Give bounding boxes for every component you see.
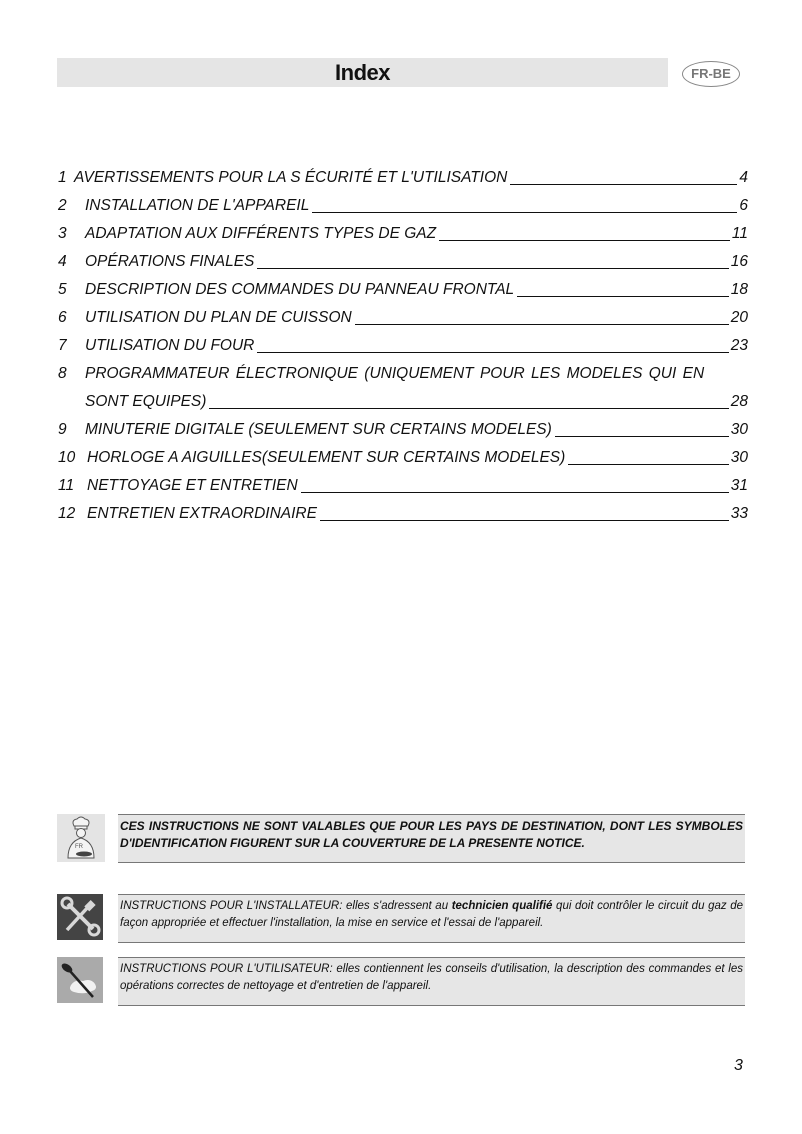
- toc-entry[interactable]: [58, 356, 748, 384]
- toc-title: ENTRETIEN EXTRAORDINAIRE: [87, 505, 317, 522]
- toc-entry[interactable]: [58, 496, 748, 524]
- note-installer: [57, 894, 745, 942]
- toc-title: PROGRAMMATEUR ÉLECTRONIQUE (UNIQUEMENT POUR LES MODELES QUI EN: [85, 365, 705, 382]
- toc-number: 3: [58, 225, 67, 242]
- toc-title: ADAPTATION AUX DIFFÉRENTS TYPES DE GAZ: [85, 225, 437, 242]
- toc-title: MINUTERIE DIGITALE (SEULEMENT SUR CERTAINS MODELES): [85, 421, 552, 438]
- toc-entry[interactable]: [58, 468, 748, 496]
- toc-entry[interactable]: [58, 412, 748, 440]
- note-user: [57, 957, 745, 1005]
- toc-number: 11: [58, 477, 75, 494]
- toc-entry[interactable]: [58, 244, 748, 272]
- toc-leader-line: [301, 491, 729, 493]
- note-text-part: INSTRUCTIONS POUR L'INSTALLATEUR: elles s'adressent au: [120, 900, 452, 912]
- svg-text:FR: FR: [75, 844, 83, 850]
- toc-entry[interactable]: [58, 272, 748, 300]
- toc-entry[interactable]: [58, 216, 748, 244]
- toc-number: 8: [58, 365, 67, 382]
- toc-page: 28: [730, 393, 748, 410]
- header-bar: [57, 58, 668, 87]
- toc-leader-line: [555, 435, 729, 437]
- toc-number: 9: [58, 421, 67, 438]
- toc-entry-continuation[interactable]: [58, 384, 748, 412]
- spoon-icon: [57, 957, 103, 1003]
- toc-leader-line: [355, 323, 729, 325]
- toc-page: 11: [731, 225, 748, 242]
- toc-entry[interactable]: [58, 160, 748, 188]
- toc-leader-line: [209, 407, 728, 409]
- toc-number: 2: [58, 197, 67, 214]
- toc-leader-line: [439, 239, 730, 241]
- language-badge: FR-BE: [682, 61, 740, 87]
- toc-title: AVERTISSEMENTS POUR LA S ÉCURITÉ ET L'UTILISATION: [74, 169, 508, 186]
- toc-leader-line: [517, 295, 729, 297]
- toc-page: 33: [730, 505, 748, 522]
- toc-number: 1: [58, 169, 67, 186]
- toc-title: DESCRIPTION DES COMMANDES DU PANNEAU FRONTAL: [85, 281, 515, 298]
- toc-page: 30: [730, 421, 748, 438]
- toc-entry[interactable]: [58, 188, 748, 216]
- note-text: INSTRUCTIONS POUR L'UTILISATEUR: elles contiennent les conseils d'utilisation, la description des commandes et les opérations correctes de nettoyage et d'entretien de l'appareil.: [118, 957, 745, 1006]
- toc-title-continuation: SONT EQUIPES): [85, 393, 207, 410]
- toc-title: UTILISATION DU PLAN DE CUISSON: [85, 309, 352, 326]
- chef-icon: [57, 814, 105, 862]
- toc-title: INSTALLATION DE L'APPAREIL: [85, 197, 310, 214]
- toc-entry[interactable]: [58, 440, 748, 468]
- toc-page: 18: [730, 281, 748, 298]
- toc-title: OPÉRATIONS FINALES: [85, 253, 255, 270]
- toc-number: 5: [58, 281, 67, 298]
- toc-entry[interactable]: [58, 328, 748, 356]
- toc-page: 23: [730, 337, 748, 354]
- toc-leader-line: [312, 211, 737, 213]
- toc-leader-line: [257, 351, 728, 353]
- toc-number: 7: [58, 337, 67, 354]
- tools-icon: [57, 894, 103, 940]
- toc-page: 31: [730, 477, 748, 494]
- page-title: Index: [335, 60, 390, 85]
- toc-leader-line: [510, 183, 737, 185]
- toc-entry[interactable]: [58, 300, 748, 328]
- toc-number: 12: [58, 505, 76, 522]
- toc-leader-line: [257, 267, 728, 269]
- note-text-part: qui doit contrôler le circuit du gaz de façon appropriée et effectuer l'installation, la mise en service et l'essai de l'appareil.: [120, 900, 744, 929]
- toc-title: UTILISATION DU FOUR: [85, 337, 255, 354]
- toc-title: HORLOGE A AIGUILLES(SEULEMENT SUR CERTAINS MODELES): [87, 449, 566, 466]
- toc-number: 4: [58, 253, 67, 270]
- toc-page: 6: [739, 197, 748, 214]
- note-text-bold: technicien qualifié: [451, 900, 553, 912]
- note-text: CES INSTRUCTIONS NE SONT VALABLES QUE POUR LES PAYS DE DESTINATION, DONT LES SYMBOLES D'IDENTIFICATION FIGURENT SUR LA COUVERTURE DE LA PRESENTE NOTICE.: [118, 814, 745, 863]
- toc-leader-line: [568, 463, 728, 465]
- toc-number: 10: [58, 449, 76, 466]
- toc-page: 16: [730, 253, 748, 270]
- note-text: [118, 894, 745, 943]
- table-of-contents: [58, 160, 748, 524]
- note-destination-countries: [57, 814, 745, 864]
- toc-number: 6: [58, 309, 67, 326]
- toc-title: NETTOYAGE ET ENTRETIEN: [87, 477, 298, 494]
- toc-page: 20: [730, 309, 748, 326]
- toc-leader-line: [320, 519, 729, 521]
- toc-page: 30: [730, 449, 748, 466]
- toc-page: 4: [739, 169, 748, 186]
- page-number: 3: [734, 1057, 743, 1074]
